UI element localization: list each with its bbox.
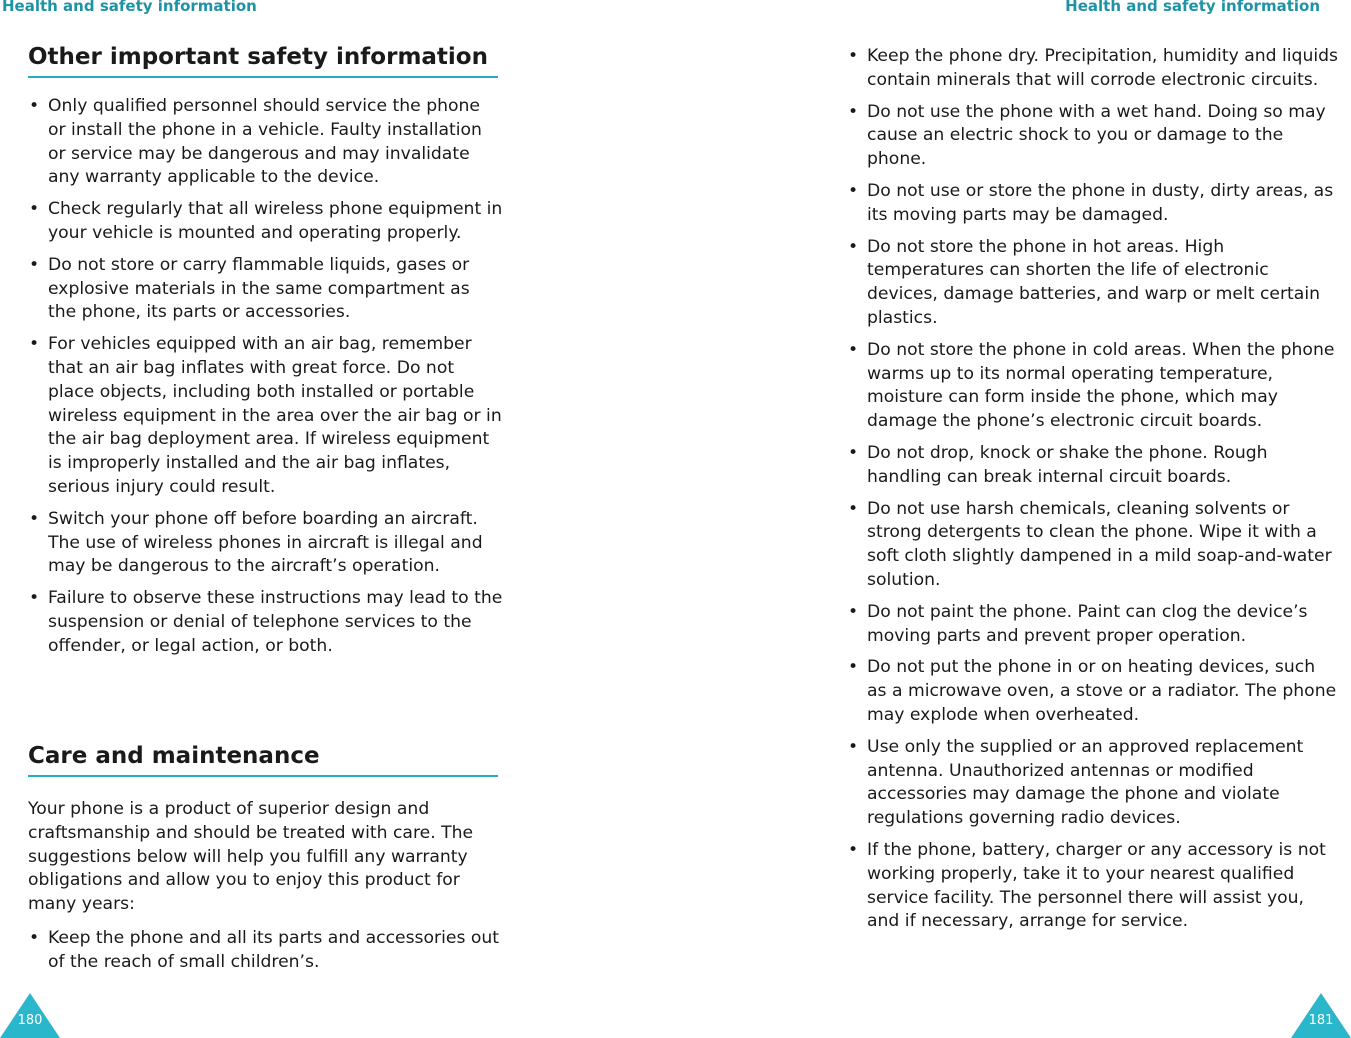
page-number-right: 181 bbox=[1308, 1013, 1334, 1028]
running-head-left: Health and safety information bbox=[2, 0, 257, 15]
list-item: • Check regularly that all wireless phone equipment in your vehicle is mounted and operating properly. bbox=[28, 198, 503, 246]
section-title-care: Care and maintenance bbox=[28, 741, 498, 777]
list-item: • Do not store the phone in hot areas. High temperatures can shorten the life of electronic devices, damage batteries, and warp or melt certain plastics. bbox=[847, 236, 1339, 331]
section-title-safety: Other important safety information bbox=[28, 42, 498, 78]
list-item: • Do not use the phone with a wet hand. Doing so may cause an electric shock to you or damage to the phone. bbox=[847, 101, 1339, 172]
list-item: • Switch your phone off before boarding an aircraft. The use of wireless phones in aircraft is illegal and may be dangerous to the aircraft’s operation. bbox=[28, 508, 503, 579]
list-item: • Do not use or store the phone in dusty, dirty areas, as its moving parts may be damaged. bbox=[847, 180, 1339, 228]
list-item: • Do not store or carry flammable liquids, gases or explosive materials in the same compartment as the phone, its parts or accessories. bbox=[28, 254, 503, 325]
list-item: • For vehicles equipped with an air bag, remember that an air bag inflates with great force. Do not place objects, including both installed or portable wireless equipment in the area over the air bag or in the air bag deployment area. If wireless equipment is improperly installed and the air bag inflates, serious injury could result. bbox=[28, 333, 503, 500]
list-item: • Failure to observe these instructions may lead to the suspension or denial of telephone services to the offender, or legal action, or both. bbox=[28, 587, 503, 658]
list-item: • Keep the phone and all its parts and accessories out of the reach of small children’s. bbox=[28, 927, 503, 975]
right-page bbox=[676, 0, 1351, 1038]
care-list-right bbox=[847, 45, 1339, 942]
care-intro-paragraph: Your phone is a product of superior design and craftsmanship and should be treated with care. The suggestions below will help you fulfill any warranty obligations and allow you to enjoy this product for many years: bbox=[28, 799, 474, 915]
list-item: • Only qualified personnel should service the phone or install the phone in a vehicle. Faulty installation or service may be dangerous and may invalidate any warranty applicable to the device. bbox=[28, 95, 503, 190]
list-item: • Do not put the phone in or on heating devices, such as a microwave oven, a stove or a radiator. The phone may explode when overheated. bbox=[847, 656, 1339, 727]
list-item: • Do not use harsh chemicals, cleaning solvents or strong detergents to clean the phone. Wipe it with a soft cloth slightly dampened in a mild soap-and-water solution. bbox=[847, 498, 1339, 593]
list-item: • Keep the phone dry. Precipitation, humidity and liquids contain minerals that will corrode electronic circuits. bbox=[847, 45, 1339, 93]
page-number-left: 180 bbox=[17, 1013, 43, 1028]
left-page bbox=[0, 0, 675, 1038]
list-item: • Do not drop, knock or shake the phone. Rough handling can break internal circuit boards. bbox=[847, 442, 1339, 490]
list-item: • Use only the supplied or an approved replacement antenna. Unauthorized antennas or modified accessories may damage the phone and violate regulations governing radio devices. bbox=[847, 736, 1339, 831]
running-head-right: Health and safety information bbox=[1065, 0, 1320, 15]
list-item: • If the phone, battery, charger or any accessory is not working properly, take it to your nearest qualified service facility. The personnel there will assist you, and if necessary, arrange for service. bbox=[847, 839, 1339, 934]
list-item: • Do not paint the phone. Paint can clog the device’s moving parts and prevent proper operation. bbox=[847, 601, 1339, 649]
care-list-left bbox=[28, 927, 503, 983]
safety-list bbox=[28, 95, 503, 667]
list-item: • Do not store the phone in cold areas. When the phone warms up to its normal operating temperature, moisture can form inside the phone, which may damage the phone’s electronic circuit boards. bbox=[847, 339, 1339, 434]
